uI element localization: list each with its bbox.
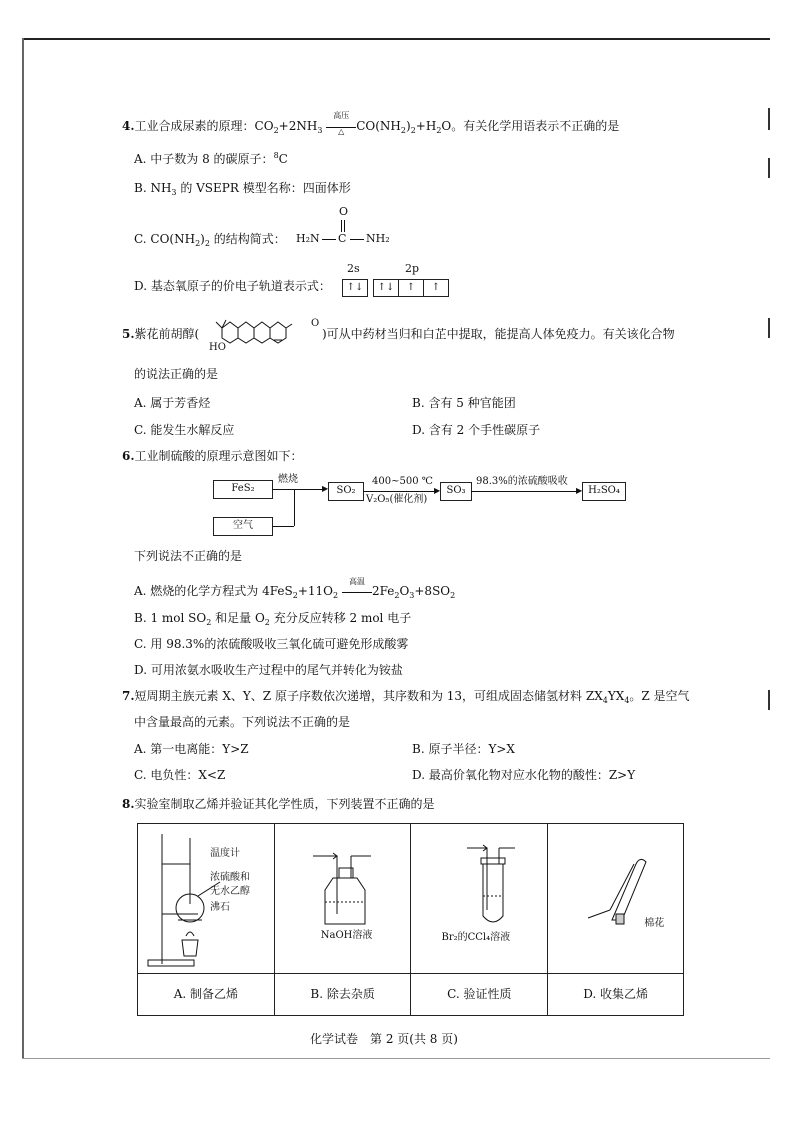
box-so3: SO₃ [440, 482, 472, 501]
q4-option-a: A. 中子数为 8 的碳原子：$^8$C [134, 151, 288, 166]
orbital-2p-boxes: ↑↓ ↑ ↑ [373, 279, 449, 297]
q5-stem-cont: 的说法正确的是 [134, 367, 219, 381]
caption-a: A. 制备乙烯 [138, 974, 275, 1016]
page-border-top [22, 38, 770, 40]
q6-option-a: A. 燃烧的化学方程式为 $4FeS_2+11O_2$ 高温 $2Fe_2O_3+8SO_2$ [134, 577, 456, 600]
q6-option-d: D. 可用浓氨水吸收生产过程中的尾气并转化为铵盐 [134, 663, 403, 677]
apparatus-a [138, 824, 275, 974]
q4-option-d: D. 基态氧原子的价电子轨道表示式： [134, 279, 331, 293]
q7-stem-line2: 中含量最高的元素。下列说法不正确的是 [134, 715, 351, 729]
label-absorb: 98.3%的浓硫酸吸收 [476, 476, 568, 487]
label-temp: 400~500 ℃ [372, 476, 433, 487]
q7-stem-line1: 7.短周期主族元素 X、Y、Z 原子序数依次递增，其序数和为 13，可组成固态储氢材料 $ZX_4YX_4$。Z 是空气 [122, 689, 690, 705]
label-burn: 燃烧 [278, 474, 298, 485]
q4-option-b: B. $NH_3$ 的 VSEPR 模型名称：四面体形 [134, 181, 351, 197]
box-so2: SO₂ [328, 482, 364, 501]
margin-mark [768, 318, 770, 338]
caption-c: C. 验证性质 [411, 974, 548, 1016]
caption-b: B. 除去杂质 [274, 974, 411, 1016]
label-acid-line2: 无水乙醇 [210, 886, 250, 897]
box-h2so4: H₂SO₄ [582, 482, 626, 501]
q6-option-c: C. 用 98.3%的浓硫酸吸收三氧化硫可避免形成酸雾 [134, 637, 409, 651]
q8-stem: 8.实验室制取乙烯并验证其化学性质，下列装置不正确的是 [122, 797, 435, 811]
margin-mark [768, 108, 770, 130]
q5-option-b: B. 含有 5 种官能团 [412, 396, 516, 410]
sulfuric-acid-flowchart: FeS₂ 空气 SO₂ SO₃ H₂SO₄ ▶ ▶ ▶ 燃烧 400~500 ℃ V₂O₅(催化剂) 98.3%的浓硫酸吸收 [210, 472, 630, 542]
ho-label: HO [209, 342, 226, 353]
q5-stem-end: )可从中药材当归和白芷中提取，能提高人体免疫力。有关该化合物 [322, 327, 675, 341]
label-acid-line1: 浓硫酸和 [210, 872, 250, 883]
box-air: 空气 [213, 517, 273, 536]
q5-option-a: A. 属于芳香烃 [134, 396, 211, 410]
label-boiling-stone: 沸石 [210, 902, 230, 913]
box-fes2: FeS₂ [213, 480, 273, 499]
q7-option-d: D. 最高价氧化物对应水化物的酸性：Z>Y [412, 768, 636, 782]
apparatus-b [274, 824, 411, 974]
q5-option-c: C. 能发生水解反应 [134, 423, 235, 437]
apparatus-d [548, 824, 684, 974]
page-border-left [22, 38, 24, 1058]
caption-d: D. 收集乙烯 [548, 974, 684, 1016]
q5-option-d: D. 含有 2 个手性碳原子 [412, 423, 541, 437]
orbital-label-2p: 2p [405, 262, 420, 275]
label-catalyst: V₂O₅(催化剂) [366, 494, 428, 505]
label-naoh: NaOH溶液 [320, 930, 373, 941]
carbonyl-o-label: O [311, 318, 320, 329]
margin-mark [768, 158, 770, 178]
q7-option-a: A. 第一电离能：Y>Z [134, 742, 249, 756]
q6-question: 下列说法不正确的是 [134, 549, 243, 563]
q4-stem: 4.工业合成尿素的原理：$CO_2+2NH_3$ 高压 △ $CO(NH_2)_2+H_2O$。有关化学用语表示不正确的是 [122, 111, 620, 136]
page-footer: 化学试卷 第 2 页(共 8 页) [310, 1032, 458, 1046]
label-br2-solution: Br₂的CCl₄溶液 [441, 932, 511, 943]
label-thermometer: 温度计 [210, 848, 240, 859]
q7-option-c: C. 电负性：X<Z [134, 768, 226, 782]
margin-mark [768, 690, 770, 710]
apparatus-table [137, 823, 684, 1016]
q6-option-b: B. 1 mol $SO_2$ 和足量 $O_2$ 充分反应转移 2 mol 电子 [134, 611, 412, 627]
apparatus-c [411, 824, 548, 974]
q6-stem: 6.工业制硫酸的原理示意图如下： [122, 449, 303, 463]
label-cotton: 棉花 [644, 918, 665, 929]
q7-option-b: B. 原子半径：Y>X [412, 742, 515, 756]
orbital-label-2s: 2s [347, 262, 360, 275]
q5-stem-start: 5.紫花前胡醇( [122, 327, 200, 341]
urea-structure: O H₂N C NH₂ [296, 205, 390, 245]
page-border-bottom [22, 1058, 770, 1059]
orbital-2s-box: ↑↓ [342, 279, 368, 297]
q4-option-c: C. $CO(NH_2)_2$ 的结构简式： [134, 232, 286, 248]
